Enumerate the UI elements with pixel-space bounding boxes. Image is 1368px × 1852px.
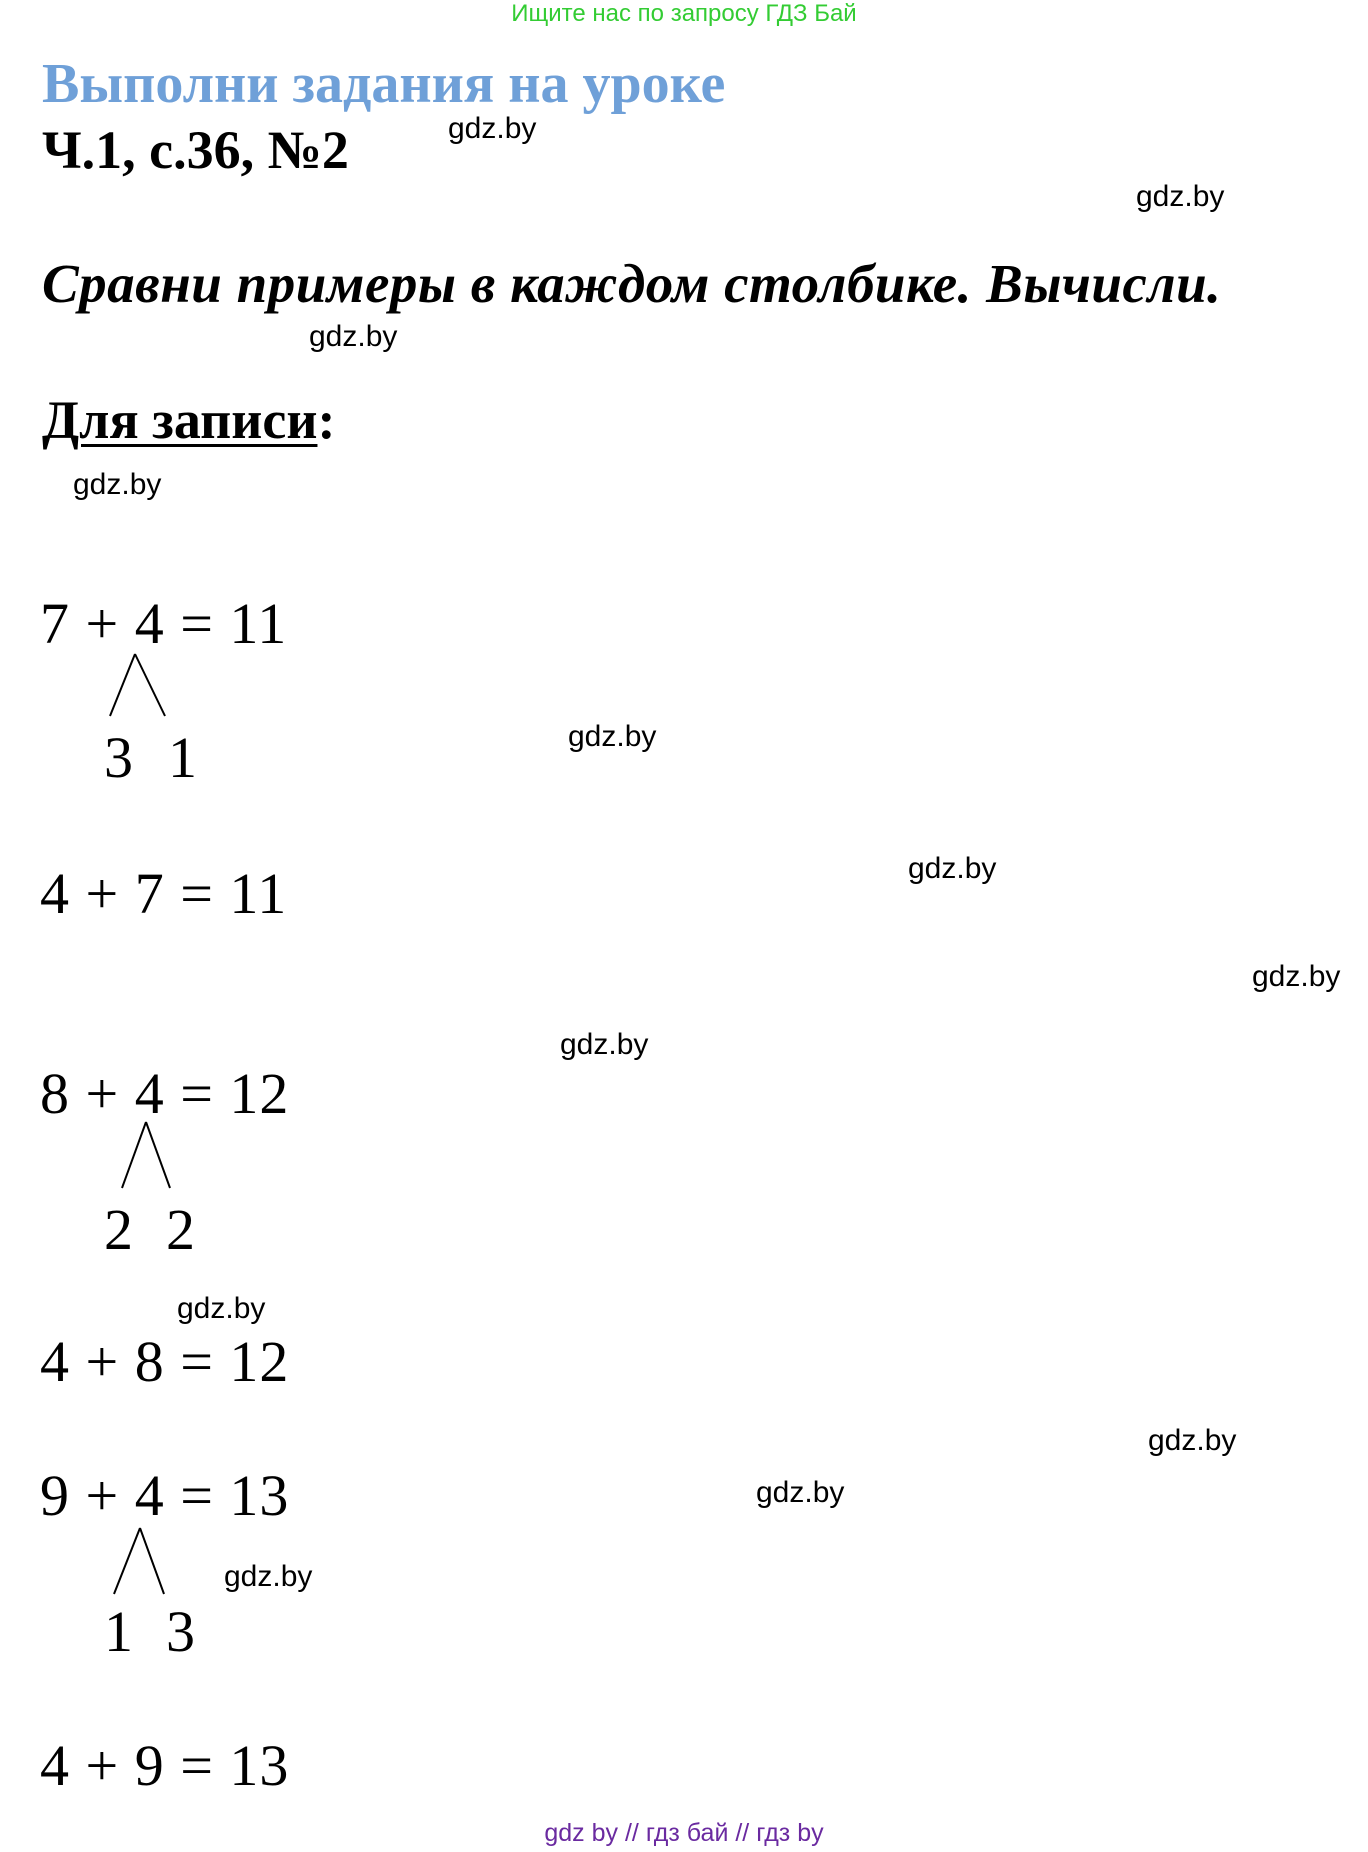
watermark: gdz.by (309, 320, 398, 353)
task-statement: Сравни примеры в каждом столбике. Вычисли. (42, 253, 1222, 314)
record-colon: : (317, 390, 336, 450)
watermark: gdz.by (560, 1028, 649, 1061)
split-3-right: 3 (166, 1599, 195, 1664)
split-2-left: 2 (104, 1197, 133, 1262)
split-3-left: 1 (104, 1599, 133, 1664)
equation-1: 7 + 4 = 11 (40, 591, 288, 656)
equation-3: 8 + 4 = 12 (40, 1061, 290, 1126)
equation-4: 4 + 8 = 12 (40, 1329, 290, 1394)
watermark: gdz.by (908, 852, 997, 885)
watermark: gdz.by (1148, 1424, 1237, 1457)
equation-2: 4 + 7 = 11 (40, 861, 288, 926)
record-heading (42, 388, 335, 452)
page-heading: Выполни задания на уроке (42, 53, 726, 115)
equation-6: 4 + 9 = 13 (40, 1733, 290, 1798)
split-branch-1 (100, 652, 170, 718)
split-1-right: 1 (168, 725, 197, 790)
split-1-left: 3 (104, 725, 133, 790)
watermark: gdz.by (177, 1292, 266, 1325)
split-branch-3 (108, 1526, 168, 1596)
equation-5: 9 + 4 = 13 (40, 1463, 290, 1528)
watermark: gdz.by (1252, 960, 1341, 993)
split-branch-2 (114, 1120, 174, 1190)
watermark: gdz.by (73, 468, 162, 501)
watermark: gdz.by (224, 1560, 313, 1593)
task-reference: Ч.1, с.36, №2 (42, 120, 349, 180)
watermark: gdz.by (756, 1476, 845, 1509)
footer-links: gdz by // гдз бай // гдз by (544, 1819, 824, 1847)
watermark: gdz.by (448, 112, 537, 145)
split-2-right: 2 (166, 1197, 195, 1262)
record-label: Для записи (42, 390, 318, 450)
watermark: gdz.by (1136, 180, 1225, 213)
top-banner: Ищите нас по запросу ГДЗ Бай (511, 0, 857, 27)
watermark: gdz.by (568, 720, 657, 753)
